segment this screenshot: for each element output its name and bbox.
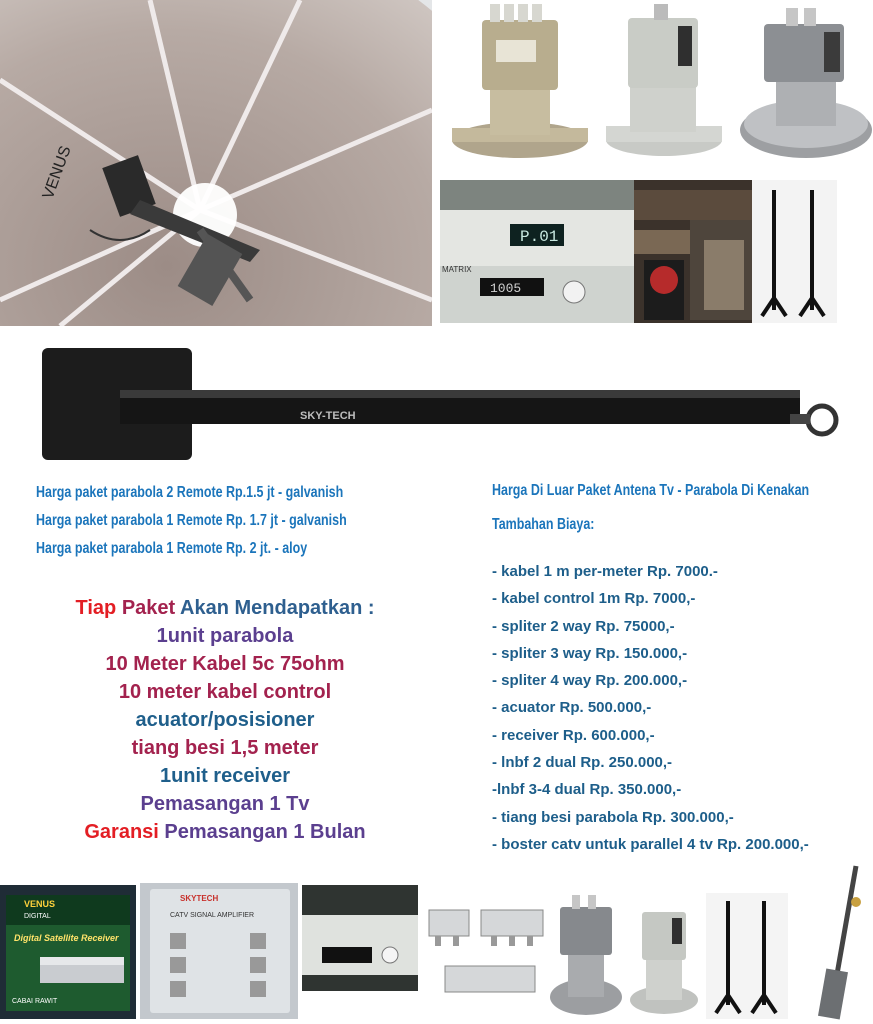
package-warranty-part2: Pemasangan 1 Bulan <box>164 821 366 843</box>
extra-cost-item: - kabel 1 m per-meter Rp. 7000.- <box>492 563 718 580</box>
extra-cost-heading-line-2: Tambahan Biaya: <box>492 516 595 533</box>
package-contents <box>0 594 450 846</box>
package-item: Pemasangan 1 Tv <box>140 793 310 815</box>
lnb-dual-photo <box>734 0 873 170</box>
actuator-label-text: SKY-TECH <box>300 410 356 422</box>
pole-stand-photo <box>752 180 837 323</box>
lnb-single-small-photo <box>628 902 700 1019</box>
extra-cost-item: - spliter 4 way Rp. 200.000,- <box>492 672 688 690</box>
extra-cost-item: - spliter 2 way Rp. 75000,- <box>492 617 675 635</box>
receiver-photo <box>440 180 634 323</box>
amp-title-text: CATV SIGNAL AMPLIFIER <box>170 912 255 919</box>
package-item: 1unit parabola <box>156 625 294 647</box>
extra-cost-item: -lnbf 3-4 dual Rp. 350.000,- <box>492 781 682 799</box>
package-item: 1unit receiver <box>159 765 291 787</box>
package-title-part3: Akan Mendapatkan : <box>180 597 375 619</box>
package-item: 10 Meter Kabel 5c 75ohm <box>105 653 345 675</box>
package-item: tiang besi 1,5 meter <box>131 737 319 759</box>
package-title-part1: Tiap <box>75 597 117 619</box>
catv-amplifier-photo <box>140 883 298 1019</box>
receiver-box-photo <box>0 885 136 1019</box>
receiver-display2-text: 1005 <box>490 281 522 296</box>
package-title-part2: Paket <box>121 597 176 619</box>
receiver-brand-text: MATRIX <box>442 265 472 274</box>
extra-cost-item: - acuator Rp. 500.000,- <box>492 699 652 717</box>
box-title-text: Digital Satellite Receiver <box>14 933 119 943</box>
extra-cost-item: - tiang besi parabola Rp. 300.000,- <box>492 808 734 826</box>
package-warranty-part1: Garansi <box>84 821 159 843</box>
pole-stand-small-photo <box>706 893 788 1019</box>
package-price-line-3: Harga paket parabola 1 Remote Rp. 2 jt. - aloy <box>36 540 308 557</box>
box-sub-text: DIGITAL <box>24 913 51 920</box>
package-title <box>0 594 450 622</box>
extra-cost-list <box>492 558 809 858</box>
extra-cost-item: - lnbf 2 dual Rp. 250.000,- <box>492 754 673 772</box>
receiver-front-photo <box>302 885 418 991</box>
linear-actuator-photo <box>30 340 850 470</box>
lnb-quad-photo <box>440 0 590 170</box>
actuator-small-photo <box>812 860 873 1024</box>
shop-shelf-photo <box>634 180 752 323</box>
package-item: 10 meter kabel control <box>118 681 332 703</box>
extra-cost-item: - kabel control 1m Rp. 7000,- <box>492 590 696 608</box>
lnb-single-photo <box>598 0 730 170</box>
satellite-dish-photo <box>0 0 432 326</box>
package-price-line-1: Harga paket parabola 2 Remote Rp.1.5 jt - galvanish <box>36 484 344 501</box>
dish-brand-text: VENUS <box>39 143 75 202</box>
extra-cost-item: - spliter 3 way Rp. 150.000,- <box>492 644 688 662</box>
box-brand-text: VENUS <box>24 899 56 909</box>
receiver-display-text: P.01 <box>520 228 559 246</box>
extra-cost-heading-line-1: Harga Di Luar Paket Antena Tv - Parabola Di Kenakan <box>492 482 810 499</box>
package-price-line-2: Harga paket parabola 1 Remote Rp. 1.7 jt - galvanish <box>36 512 347 529</box>
box-bottom-text: CABAI RAWIT <box>12 998 58 1005</box>
lnb-dual-small-photo <box>548 893 624 1019</box>
extra-cost-item: - receiver Rp. 600.000,- <box>492 726 655 744</box>
extra-cost-item: - boster catv untuk parallel 4 tv Rp. 200.000,- <box>492 835 809 853</box>
package-warranty <box>0 818 450 846</box>
amp-brand-text: SKYTECH <box>180 894 219 903</box>
package-item: acuator/posisioner <box>135 709 315 731</box>
splitters-photo <box>425 890 547 1019</box>
